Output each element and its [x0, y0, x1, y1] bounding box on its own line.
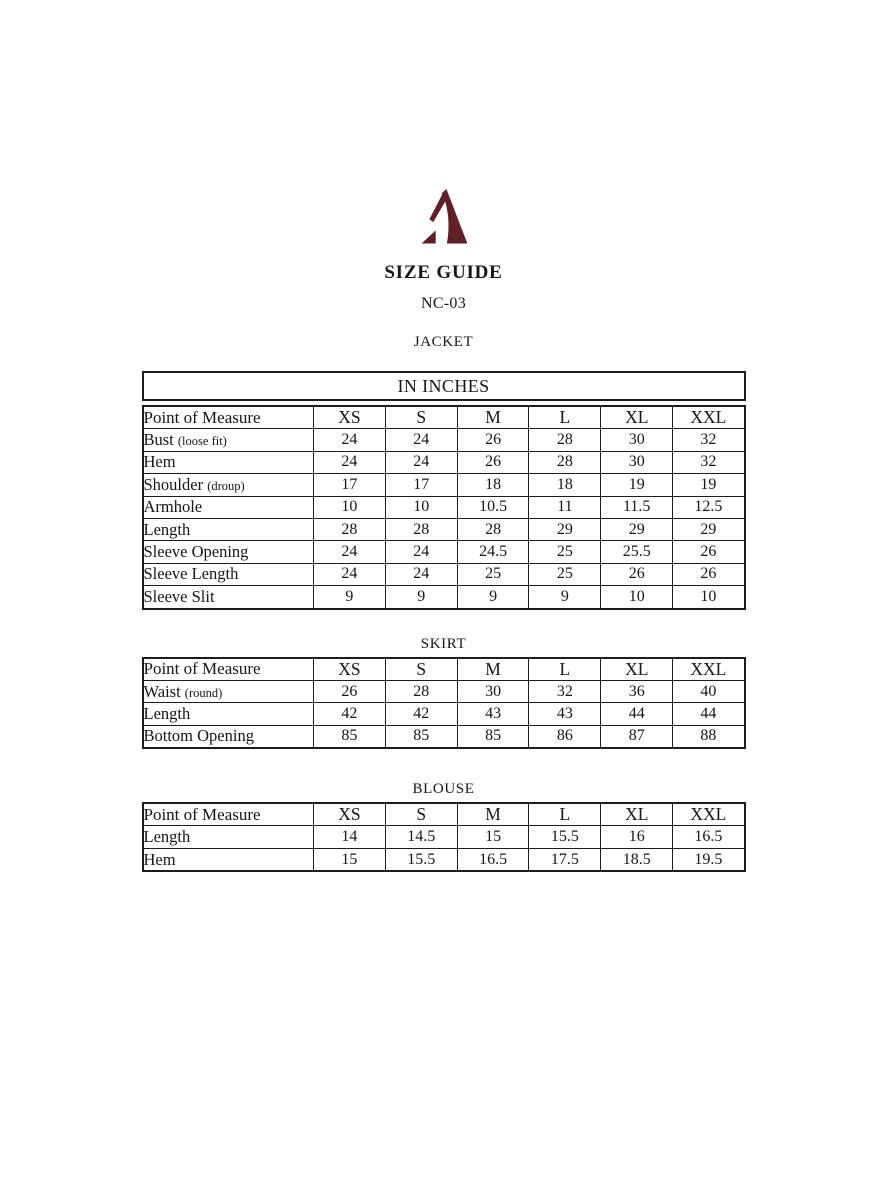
size-value: 18 — [529, 474, 601, 496]
size-value: 17 — [314, 474, 386, 496]
column-header-xs: XS — [314, 803, 386, 826]
column-header-point-of-measure: Point of Measure — [143, 406, 314, 429]
size-value: 12.5 — [673, 496, 745, 518]
table-row — [143, 451, 745, 473]
measure-label-cell — [143, 680, 314, 702]
size-value: 24 — [385, 541, 457, 563]
measure-label-cell — [143, 826, 314, 848]
table-row — [143, 496, 745, 518]
measure-label: Length — [143, 827, 191, 847]
column-header-l: L — [529, 406, 601, 429]
column-header-m: M — [457, 406, 529, 429]
size-value: 25.5 — [601, 541, 673, 563]
size-value: 88 — [673, 725, 745, 748]
column-header-xxl: XXL — [673, 658, 745, 681]
blouse-size-table — [142, 802, 746, 872]
size-value: 85 — [314, 725, 386, 748]
measure-label-cell — [143, 474, 314, 496]
size-value: 15.5 — [529, 826, 601, 848]
size-value: 28 — [385, 680, 457, 702]
size-value: 28 — [385, 518, 457, 540]
size-value: 26 — [673, 541, 745, 563]
size-value: 24 — [385, 451, 457, 473]
size-value: 14 — [314, 826, 386, 848]
size-value: 18.5 — [601, 848, 673, 871]
size-value: 36 — [601, 680, 673, 702]
size-value: 24 — [314, 429, 386, 451]
size-value: 29 — [529, 518, 601, 540]
brand-logo — [0, 189, 887, 245]
size-value: 28 — [529, 429, 601, 451]
column-header-l: L — [529, 803, 601, 826]
size-value: 25 — [529, 563, 601, 585]
measure-label: Sleeve Slit — [143, 586, 215, 606]
skirt-size-table — [142, 657, 746, 750]
measure-label: Sleeve Opening — [143, 542, 249, 562]
section-title-skirt: SKIRT — [420, 635, 467, 652]
column-header-xs: XS — [314, 658, 386, 681]
measure-note: (round) — [184, 685, 223, 700]
size-value: 11.5 — [601, 496, 673, 518]
column-header-xs: XS — [314, 406, 386, 429]
column-header-xl: XL — [601, 406, 673, 429]
table-row — [143, 848, 745, 871]
measure-label: Shoulder — [143, 474, 204, 494]
size-value: 9 — [457, 586, 529, 609]
size-value: 29 — [673, 518, 745, 540]
column-header-xl: XL — [601, 658, 673, 681]
measure-label: Length — [143, 519, 191, 539]
size-value: 11 — [529, 496, 601, 518]
size-value: 30 — [457, 680, 529, 702]
table-row — [143, 474, 745, 496]
table-row — [143, 429, 745, 451]
size-value: 14.5 — [385, 826, 457, 848]
size-value: 24 — [314, 541, 386, 563]
size-value: 86 — [529, 725, 601, 748]
size-value: 25 — [529, 541, 601, 563]
measure-note: (loose fit) — [177, 434, 227, 449]
measure-label-cell — [143, 848, 314, 871]
size-value: 26 — [314, 680, 386, 702]
size-value: 29 — [601, 518, 673, 540]
size-value: 40 — [673, 680, 745, 702]
size-value: 17 — [385, 474, 457, 496]
table-row — [143, 703, 745, 725]
units-banner: IN INCHES — [142, 371, 746, 401]
measure-label: Length — [143, 703, 191, 723]
size-value: 25 — [457, 563, 529, 585]
measure-label: Bottom Opening — [143, 726, 254, 746]
size-value: 10 — [385, 496, 457, 518]
size-value: 24 — [314, 451, 386, 473]
column-header-xxl: XXL — [673, 406, 745, 429]
column-header-xxl: XXL — [673, 803, 745, 826]
column-header-m: M — [457, 658, 529, 681]
size-value: 26 — [601, 563, 673, 585]
size-value: 16 — [601, 826, 673, 848]
table-row — [143, 725, 745, 748]
size-value: 24 — [385, 563, 457, 585]
size-value: 32 — [673, 451, 745, 473]
table-row — [143, 563, 745, 585]
size-value: 42 — [385, 703, 457, 725]
size-value: 10 — [314, 496, 386, 518]
size-value: 10 — [673, 586, 745, 609]
measure-label-cell — [143, 703, 314, 725]
size-value: 15 — [457, 826, 529, 848]
column-header-s: S — [385, 658, 457, 681]
size-value: 26 — [457, 451, 529, 473]
column-header-s: S — [385, 803, 457, 826]
size-value: 15 — [314, 848, 386, 871]
section-title-blouse: BLOUSE — [412, 781, 475, 798]
size-value: 43 — [457, 703, 529, 725]
size-value: 28 — [457, 518, 529, 540]
table-row — [143, 680, 745, 702]
brand-a-icon — [419, 189, 468, 245]
table-row — [143, 586, 745, 609]
measure-label-cell — [143, 725, 314, 748]
column-header-point-of-measure: Point of Measure — [143, 803, 314, 826]
table-row — [143, 541, 745, 563]
measure-label-cell — [143, 541, 314, 563]
table-header-row — [143, 406, 745, 429]
style-code: NC-03 — [420, 295, 467, 312]
measure-label: Sleeve Length — [143, 564, 239, 584]
size-value: 9 — [314, 586, 386, 609]
size-value: 19 — [673, 474, 745, 496]
size-value: 85 — [457, 725, 529, 748]
table-row — [143, 826, 745, 848]
table-row — [143, 518, 745, 540]
measure-label-cell — [143, 563, 314, 585]
column-header-m: M — [457, 803, 529, 826]
measure-label-cell — [143, 586, 314, 609]
jacket-size-table — [142, 405, 746, 610]
page-title: SIZE GUIDE — [384, 262, 503, 283]
size-value: 16.5 — [457, 848, 529, 871]
column-header-point-of-measure: Point of Measure — [143, 658, 314, 681]
measure-label-cell — [143, 518, 314, 540]
measure-label-cell — [143, 451, 314, 473]
size-value: 16.5 — [673, 826, 745, 848]
size-value: 24.5 — [457, 541, 529, 563]
size-value: 10 — [601, 586, 673, 609]
size-value: 44 — [673, 703, 745, 725]
measure-label: Armhole — [143, 497, 203, 517]
size-value: 18 — [457, 474, 529, 496]
size-value: 28 — [529, 451, 601, 473]
table-header-row — [143, 658, 745, 681]
measure-label: Hem — [143, 452, 176, 472]
measure-label: Hem — [143, 849, 176, 869]
size-value: 9 — [385, 586, 457, 609]
size-value: 15.5 — [385, 848, 457, 871]
size-value: 17.5 — [529, 848, 601, 871]
size-value: 19 — [601, 474, 673, 496]
measure-label-cell — [143, 429, 314, 451]
size-value: 9 — [529, 586, 601, 609]
size-value: 30 — [601, 429, 673, 451]
column-header-xl: XL — [601, 803, 673, 826]
measure-label: Waist — [143, 681, 181, 701]
size-value: 24 — [385, 429, 457, 451]
size-value: 26 — [457, 429, 529, 451]
size-value: 24 — [314, 563, 386, 585]
measure-label-cell — [143, 496, 314, 518]
measure-note: (droup) — [207, 478, 245, 493]
size-value: 87 — [601, 725, 673, 748]
size-value: 30 — [601, 451, 673, 473]
size-value: 19.5 — [673, 848, 745, 871]
column-header-l: L — [529, 658, 601, 681]
size-value: 42 — [314, 703, 386, 725]
size-value: 28 — [314, 518, 386, 540]
size-value: 26 — [673, 563, 745, 585]
size-value: 10.5 — [457, 496, 529, 518]
section-title-jacket: JACKET — [413, 334, 474, 350]
size-value: 32 — [673, 429, 745, 451]
size-value: 44 — [601, 703, 673, 725]
size-value: 43 — [529, 703, 601, 725]
size-value: 32 — [529, 680, 601, 702]
table-header-row — [143, 803, 745, 826]
measure-label: Bust — [143, 430, 174, 450]
size-value: 85 — [385, 725, 457, 748]
column-header-s: S — [385, 406, 457, 429]
